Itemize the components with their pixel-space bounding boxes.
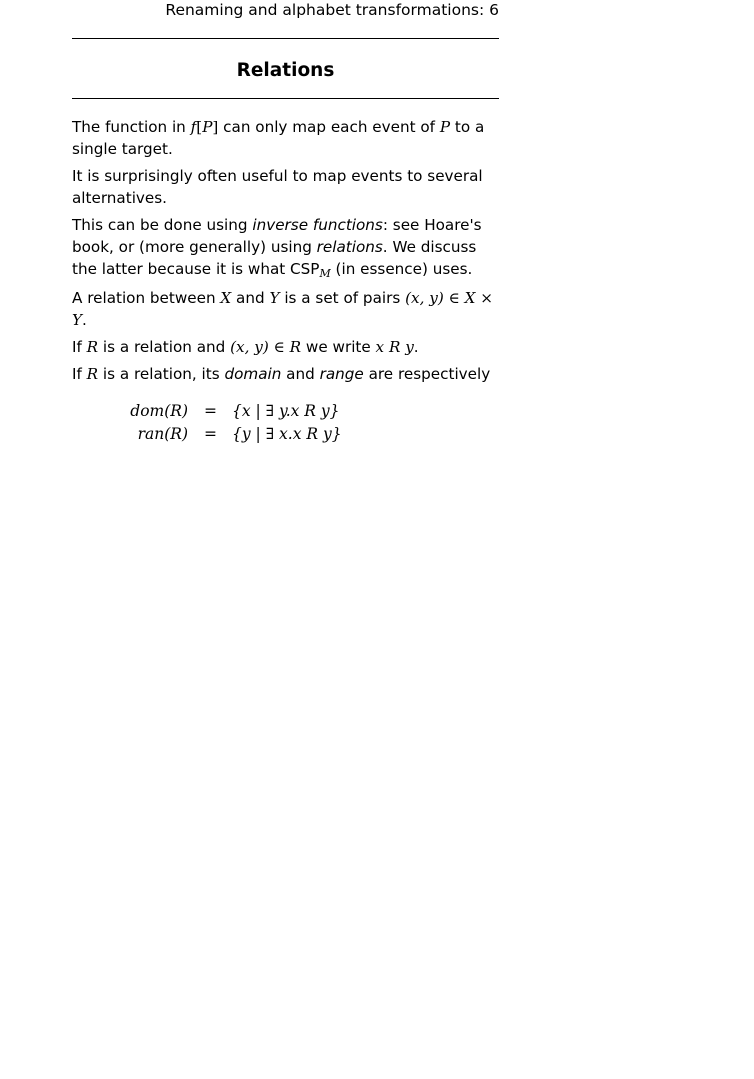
text: we write [301, 338, 376, 356]
equation-lhs: dom(R) [130, 402, 188, 420]
math-pairs: (x, y) ∈ X × Y [72, 289, 494, 329]
math-x-r-y: x R y [375, 338, 414, 356]
text: It is surprisingly often useful to map events to several alternatives. [72, 167, 483, 207]
text: are respectively [363, 365, 491, 383]
paragraph-function-mapping [72, 116, 499, 160]
text: The function in [72, 118, 191, 136]
running-head: Renaming and alphabet transformations: 6 [165, 1, 499, 19]
math-r: R [86, 338, 99, 356]
text: (in essence) uses. [330, 260, 473, 278]
text: . [413, 338, 419, 356]
equation-rhs: {x | ∃ y.x R y} [232, 402, 340, 420]
math-bracket-close: ] [212, 118, 219, 136]
text: If [72, 365, 87, 383]
text: and [231, 289, 270, 307]
emphasis-domain: domain [224, 365, 282, 383]
slide-body [72, 116, 499, 390]
equation-equals: = [204, 402, 217, 420]
text: : see Hoare's book, or (more generally) using [72, 216, 482, 256]
text: . We discuss the latter because it is what CSP [72, 238, 477, 278]
paragraph-infix-notation [72, 336, 499, 358]
text: A relation between [72, 289, 221, 307]
equation-display [72, 400, 499, 446]
paragraph-several-alternatives [72, 165, 499, 209]
text: to a single target. [72, 118, 485, 158]
paragraph-relation-definition [72, 287, 499, 331]
math-p: P [202, 118, 213, 136]
math-y: Y [269, 289, 280, 307]
math-p: P [439, 118, 451, 136]
math-x: X [220, 289, 232, 307]
equation-equals: = [204, 425, 217, 443]
math-f: f [190, 118, 197, 136]
math-membership: (x, y) ∈ R [230, 338, 302, 356]
text: and [281, 365, 320, 383]
emphasis-inverse-functions: inverse functions [252, 216, 383, 234]
text: is a set of pairs [279, 289, 406, 307]
math-r: R [86, 365, 99, 383]
text: This can be done using [72, 216, 253, 234]
text: can only map each event of [218, 118, 440, 136]
text: . [82, 311, 87, 329]
subscript-m: M [319, 267, 331, 280]
top-rule [72, 38, 499, 39]
bottom-rule [72, 98, 499, 99]
text: If [72, 338, 87, 356]
emphasis-range: range [319, 365, 364, 383]
paragraph-domain-range [72, 363, 499, 385]
equation-dom [72, 400, 499, 423]
text: is a relation, its [98, 365, 225, 383]
emphasis-relations: relations [316, 238, 383, 256]
slide-title: Relations [236, 60, 335, 81]
paragraph-inverse-functions [72, 214, 499, 282]
text: is a relation and [98, 338, 231, 356]
equation-lhs: ran(R) [137, 425, 188, 443]
equation-ran [72, 423, 499, 446]
math-bracket-open: [ [196, 118, 203, 136]
equation-rhs: {y | ∃ x.x R y} [232, 425, 342, 443]
